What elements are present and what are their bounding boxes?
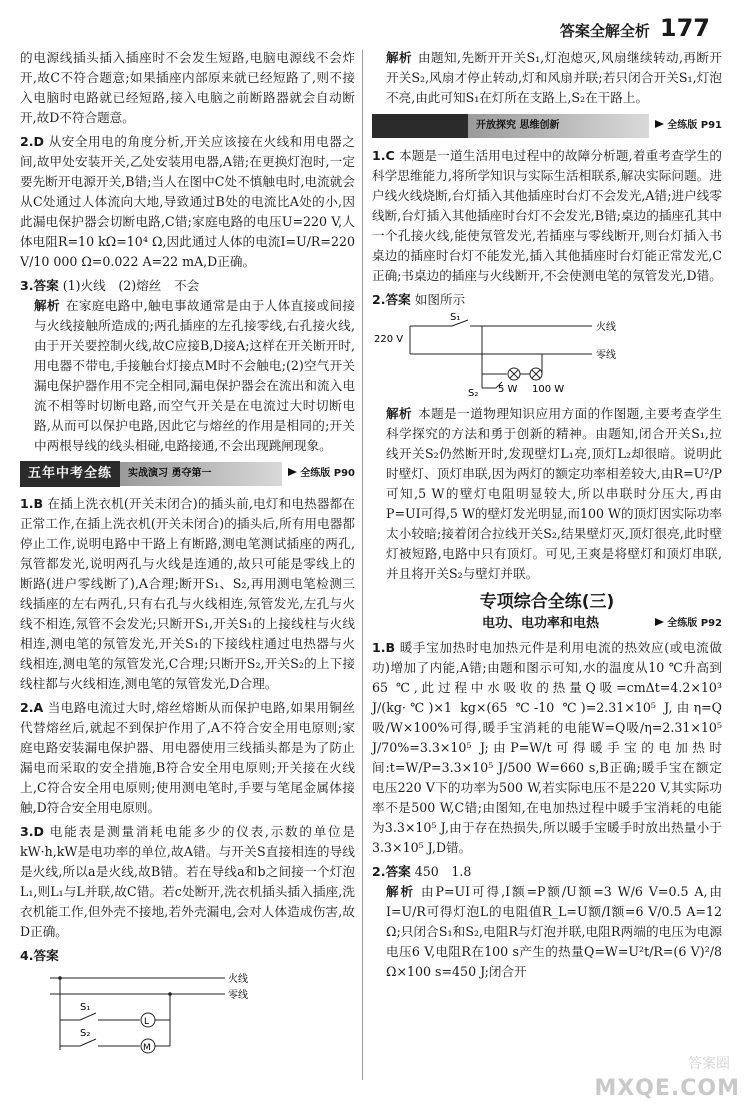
answer-text: (1)火线 (2)熔丝 不会 — [62, 278, 200, 293]
section-subtitle-row — [372, 614, 722, 634]
analysis-label: 解析 — [34, 298, 60, 313]
switch-s2-label: S₂ — [80, 1028, 91, 1039]
analysis-text: 由P=UI可得,I额=P额/U额=3 W/6 V=0.5 A,由I=U/R可得灯泡L的电阻值R_L=U额/I额=6 V/0.5 A=12 Ω;只闭合S₁和S₂,电阻R与灯泡并联,电阻R两端的电压为电源电压6 V,电阻R在100 s产生的热量Q=W=U²t/R=(6 V)²/8 Ω×100 s=450 J;闭合开 — [386, 884, 722, 979]
answer-item-1 — [20, 494, 355, 694]
answer-item-4 — [20, 946, 355, 1060]
item-number: 4.答案 — [20, 948, 59, 963]
analysis-text: 由题知,先断开开关S₁,灯泡熄灭,风扇继续转动,再断开开关S₂,风扇才停止转动,灯和风扇并联;若只闭合开关S₁,灯泡不亮,由此可知S₁在灯所在支路上,S₂在干路上。 — [386, 50, 722, 105]
section-banner — [372, 114, 722, 138]
item-number: 2.A — [20, 700, 44, 715]
switch-s1-label: S₁ — [80, 1002, 91, 1013]
motor-label: M — [143, 1043, 151, 1053]
section-subtitle: 电功、电功率和电热 — [482, 616, 600, 631]
item-number: 3.答案 — [20, 278, 59, 293]
item-number: 3.D — [20, 824, 45, 839]
left-column — [20, 48, 355, 1064]
section-ref: 全练版 P92 — [655, 614, 722, 634]
analysis-text: 本题是一道物理知识应用方面的作图题,主要考查学生科学探究的方法和勇于创新的精神。由题知,闭合开关S₁,拉线开关S₂仍然断开时,发现壁灯L₁亮,顶灯L₂却很暗。说明此时壁灯、顶灯串联,因为两灯的额定功率相差较大,由R=U²/P可知,5 W的壁灯电阻明显较大,所以串联时分压大,再由P=UI可得,5 W的壁灯发光明显,而100 W的顶灯因实际功率太小较暗;接着闭合拉线开关S₂,结果壁灯灭,顶灯很亮,此时壁灯被短路,电路中只有顶灯。可见,王爽是将壁灯和顶灯串联,并且将开关S₂与壁灯并联。 — [386, 406, 723, 581]
item-number: 2.D — [20, 134, 45, 149]
item-number: 1.C — [372, 148, 395, 163]
banner-title: 五年中考全练 — [20, 461, 120, 487]
lamp-label: L — [144, 1017, 150, 1027]
banner-subtitle: 实战演习 勇夺第一 — [120, 462, 282, 486]
item-number: 1.B — [372, 640, 396, 655]
answer-item-2 — [20, 132, 355, 272]
circuit-diagram-4 — [20, 968, 260, 1060]
item-text: 本题是一道生活用电过程中的故障分析题,着重考查学生的科学思维能力,将所学知识与实际生活相联系,解决实际问题。进户线火线烧断,台灯插入其他插座时台灯不会发光,A错;进户线零线断,台灯插入其他插座时台灯不会发光,B错;桌边的插座孔其中一个孔接火线,能使氖管发光,若插座与零线断开,则台灯插入书桌边的插座时台灯不能发光,插入其他插座时台灯能正常发光,C正确;书桌边的插座与火线断开,不会使测电笔的氖管发光,D错。 — [372, 148, 722, 283]
answer-item-3 — [20, 276, 355, 456]
right-column — [372, 48, 722, 986]
switch-s2-label: S₂ — [468, 388, 479, 399]
item-text: 从安全用电的角度分析,开关应该接在火线和用电器之间,故甲处安装开关,乙处安装用电器,A错;在更换灯泡时,一定要先断开电源开关,B错;当人在图中C处不慎触电时,电流就会从C处通过人体流向大地,导致通过B处的电流比A处的小,因此漏电保护器会切断电路,C错;家庭电路的电压U=220 V,人体电阻R=10 kΩ=10⁴ Ω,因此通过人体的电流I=U/R=220 V/10 000 Ω=0.022 A=22 mA,D正确。 — [20, 134, 355, 269]
paragraph-text: 的电源线插头插入插座时不会发生短路,电脑电源线不会炸开,故C不符合题意;如果插座内部原来就已经短路了,则不接入电脑时电路就已经短路,接入电脑之前断路器就会自动断开,故D不符合题意。 — [20, 50, 355, 125]
item-number: 2.答案 — [372, 292, 411, 307]
flag-icon — [655, 120, 664, 128]
answer-item-3b — [20, 822, 355, 942]
analysis-label: 解析 — [386, 884, 416, 899]
answer-text: 450 1.8 — [414, 864, 472, 879]
neutral-wire-label: 零线 — [596, 350, 616, 361]
continuation-paragraph — [20, 48, 355, 128]
answer-item-1b — [372, 638, 722, 858]
circuit-diagram-2 — [372, 312, 632, 400]
banner-ref: 全练版 P90 — [282, 464, 355, 484]
analysis-label: 解析 — [386, 50, 413, 65]
analysis-text: 在家庭电路中,触电事故通常是由于人体直接或间接与火线接触所造成的;两孔插座的左孔接零线,右孔接火线,由于开关要控制火线,故C应接B,D接A;这样在开关断开时,用电器不带电,手接触台灯接点M时不会触电;(2)空气开关漏电保护器作用不完全相同,漏电保护器会在流出和流入电流不相等时切断电路,而空气开关是在电流过大时切断电路,从而可以保护电路,因此它与熔丝的作用是相同的;开关中两根导线的线头相碰,电路接通,不会出现跳闸现象。 — [34, 298, 355, 453]
lamp1-label: 5 W — [498, 384, 518, 395]
lamp2-label: 100 W — [532, 384, 565, 395]
item-number: 1.B — [20, 496, 44, 511]
banner-title — [372, 114, 468, 138]
continuation-analysis — [372, 48, 722, 108]
switch-s1-label: S₁ — [450, 312, 461, 323]
banner-subtitle: 开放探究 思维创新 — [468, 114, 649, 138]
item-text: 在插上洗衣机(开关未闭合)的插头前,电灯和电热器都在正常工作,在插上洗衣机(开关未闭合)的插头后,所有用电器都停止工作,说明电路中干路上有断路,测电笔测试插座的两孔,氖管都发光,说明两孔与火线是连通的,故只可能是零线上的断路(进户零线断了),A合理;断开S₁、S₂,再用测电笔检测三线插座的左右两孔,只有右孔与火线相连,氖管发光,左孔与火线不相连,氖管不会发光;只断开S₁,开关S₁的上接线柱与火线相连,测电笔的氖管发光,开关S₁的下接线柱通过电热器与火线相连,测电笔的氖管发光,C合理;只断开S₂,开关S₂的上下接线柱都与火线相连,测电笔的氖管发光,D合理。 — [20, 496, 355, 691]
analysis-label: 解析 — [386, 406, 413, 421]
live-wire-label: 火线 — [596, 322, 616, 333]
live-wire-label: 火线 — [228, 974, 248, 985]
column-divider — [362, 50, 363, 1080]
page-header — [560, 14, 710, 42]
watermark-cn: 答案圈 — [688, 1056, 730, 1072]
flag-icon — [288, 468, 297, 476]
item-text: 当电路电流过大时,熔丝熔断从而保护电路,如果用铜丝代替熔丝后,就起不到保护作用了,A不符合安全用电原则;家庭电路安装漏电保护器、用电器使用三线插头都是为了防止漏电而采取的安全措施,B符合安全用电原则;开关接在火线上,C符合安全用电原则;使用测电笔时,手要与笔尾金属体接触,D符合安全用电原则。 — [20, 700, 355, 815]
answer-item-1 — [372, 146, 722, 286]
answer-text: 如图所示 — [414, 292, 466, 307]
answer-item-2b — [20, 698, 355, 818]
neutral-wire-label: 零线 — [228, 990, 248, 1001]
page-number: 177 — [659, 14, 710, 42]
voltage-label: 220 V — [374, 334, 404, 345]
item-text: 暖手宝加热时电加热元件是利用电流的热效应(或电流做功)增加了内能,A错;由题和图示可知,水的温度从10 ℃升高到65 ℃,此过程中水吸收的热量Q吸=cmΔt=4.2×10³ J/(kg·℃)×1 kg×(65 ℃-10 ℃)=2.31×10⁵ J,由η=Q吸/W×100%可得,暖手宝消耗的电能W=Q吸/η=2.31×10⁵ J/70%=3.3×10⁵ J;由P=W/t可得暖手宝的电加热时间:t=W/P=3.3×10⁵ J/500 W=660 s,B正确;暖手宝在额定电压220 V下的功率为500 W,若实际电压不是220 V,其实际功率不是500 W,C错;由图知,在电加热过程中暖手宝消耗的电能为3.3×10⁵ J,由于存在热损失,所以暖手宝暖手时放出热量小于3.3×10⁵ J,D错。 — [372, 640, 722, 855]
item-text: 电能表是测量消耗电能多少的仪表,示数的单位是kW·h,kW是电功率的单位,故A错。与开关S直接相连的导线是火线,所以a是火线,故B错。若在导线a和b之间接一个灯泡L₁,则L₁与L并联,故C错。若c处断开,洗衣机插头插入插座,洗衣机能工作,但外壳不接地,若外壳漏电,会对人体造成伤害,故D正确。 — [20, 824, 355, 939]
answer-item-2b — [372, 862, 722, 982]
answer-item-2 — [372, 290, 722, 584]
flag-icon — [655, 618, 664, 626]
banner-ref: 全练版 P91 — [649, 116, 722, 136]
section-title: 专项综合全练(三) — [479, 592, 615, 612]
header-title: 答案全解全析 — [559, 22, 650, 40]
watermark-url: MXQE.COM — [594, 1076, 740, 1101]
item-number: 2.答案 — [372, 864, 411, 879]
section-banner — [20, 462, 355, 486]
